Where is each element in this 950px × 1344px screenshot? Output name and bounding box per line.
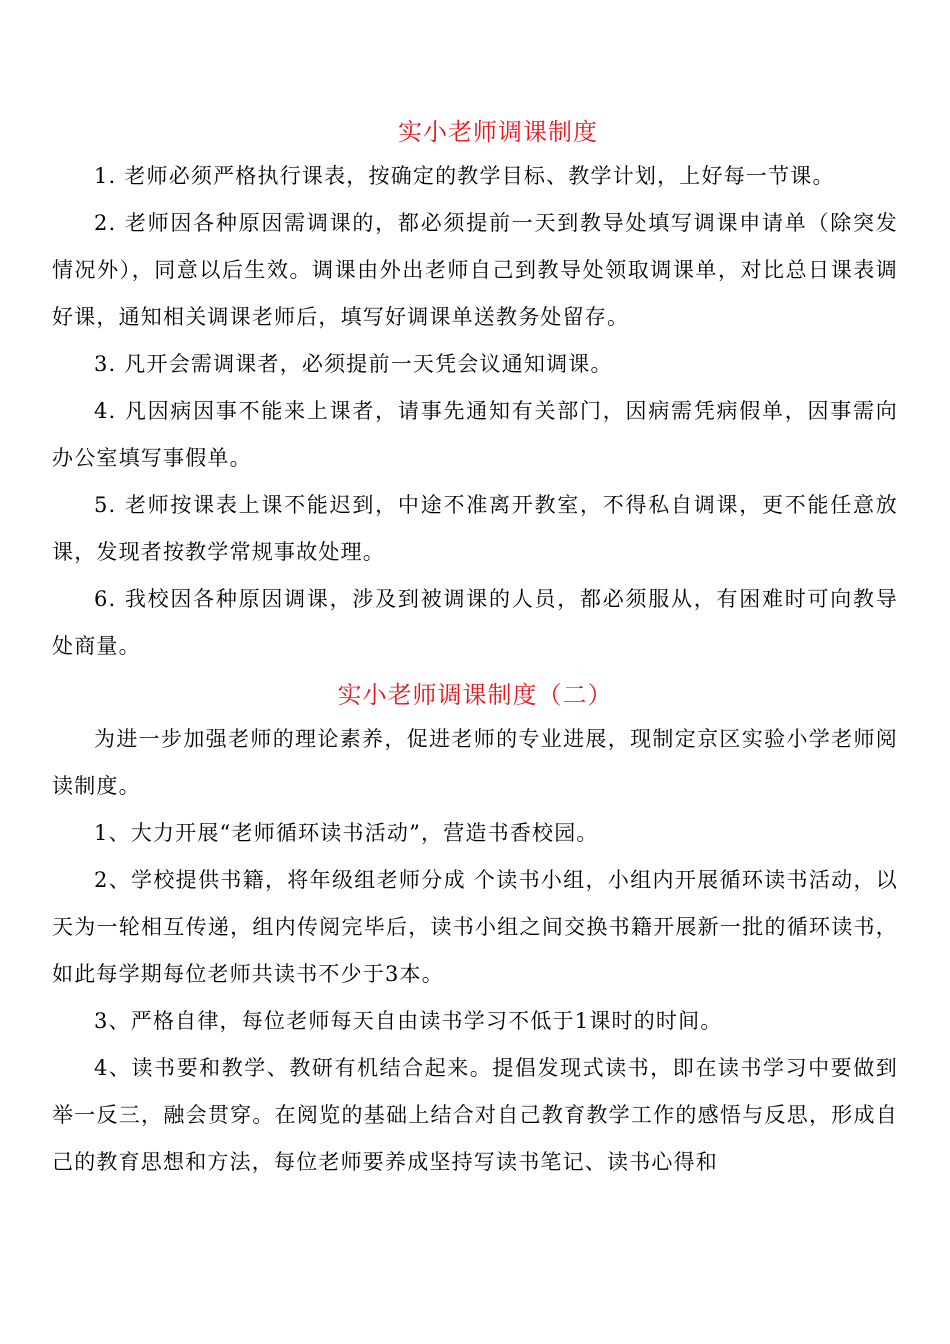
document-page — [52, 113, 898, 1186]
rule-paragraph-2: 2. 老师因各种原因需调课的，都必须提前一天到教导处填写调课申请单（除突发情况外），同意以后生效。调课由外出老师自己到教导处领取调课单，对比总日课表调好课，通知相关调课老师后，填写好调课单送教务处留存。 — [52, 211, 898, 329]
section-title: 实小老师调课制度（二） — [337, 681, 613, 709]
reading-rule-paragraph-3: 3、严格自律，每位老师每天自由读书学习不低于1课时的时间。 — [94, 1009, 723, 1033]
reading-intro-paragraph: 为进一步加强老师的理论素养，促进老师的专业进展，现制定京区实验小学老师阅读制度。 — [52, 727, 898, 798]
reading-rule-paragraph-1: 1、大力开展“老师循环读书活动”，营造书香校园。 — [94, 821, 599, 845]
rule-paragraph-3: 3. 凡开会需调课者，必须提前一天凭会议通知调课。 — [94, 352, 613, 376]
section-title: 实小老师调课制度 — [398, 118, 598, 146]
rule-paragraph-5: 5. 老师按课表上课不能迟到，中途不准离开教室，不得私自调课，更不能任意放课，发现者按教学常规事故处理。 — [52, 493, 898, 564]
rule-paragraph-6: 6. 我校因各种原因调课，涉及到被调课的人员，都必须服从，有困难时可向教导处商量。 — [52, 587, 898, 658]
rule-paragraph-4: 4. 凡因病因事不能来上课者，请事先通知有关部门，因病需凭病假单，因事需向办公室填写事假单。 — [52, 399, 898, 470]
reading-rule-paragraph-4: 4、读书要和教学、教研有机结合起来。提倡发现式读书，即在读书学习中要做到举一反三，融会贯穿。在阅览的基础上结合对自己教育教学工作的感悟与反思，形成自己的教育思想和方法，每位老师要养成坚持写读书笔记、读书心得和 — [52, 1056, 898, 1174]
section-course-adjustment-rules — [52, 113, 898, 670]
rule-paragraph-1: 1. 老师必须严格执行课表，按确定的教学目标、教学计划，上好每一节课。 — [94, 164, 835, 188]
reading-rule-paragraph-2: 2、学校提供书籍，将年级组老师分成 个读书小组，小组内开展循环读书活动，以 天为一轮相互传递，组内传阅完毕后，读书小组之间交换书籍开展新一批的循环读书，如此每学期每位老师共读书不少于3本。 — [52, 868, 898, 986]
section-reading-rules — [52, 676, 898, 1186]
